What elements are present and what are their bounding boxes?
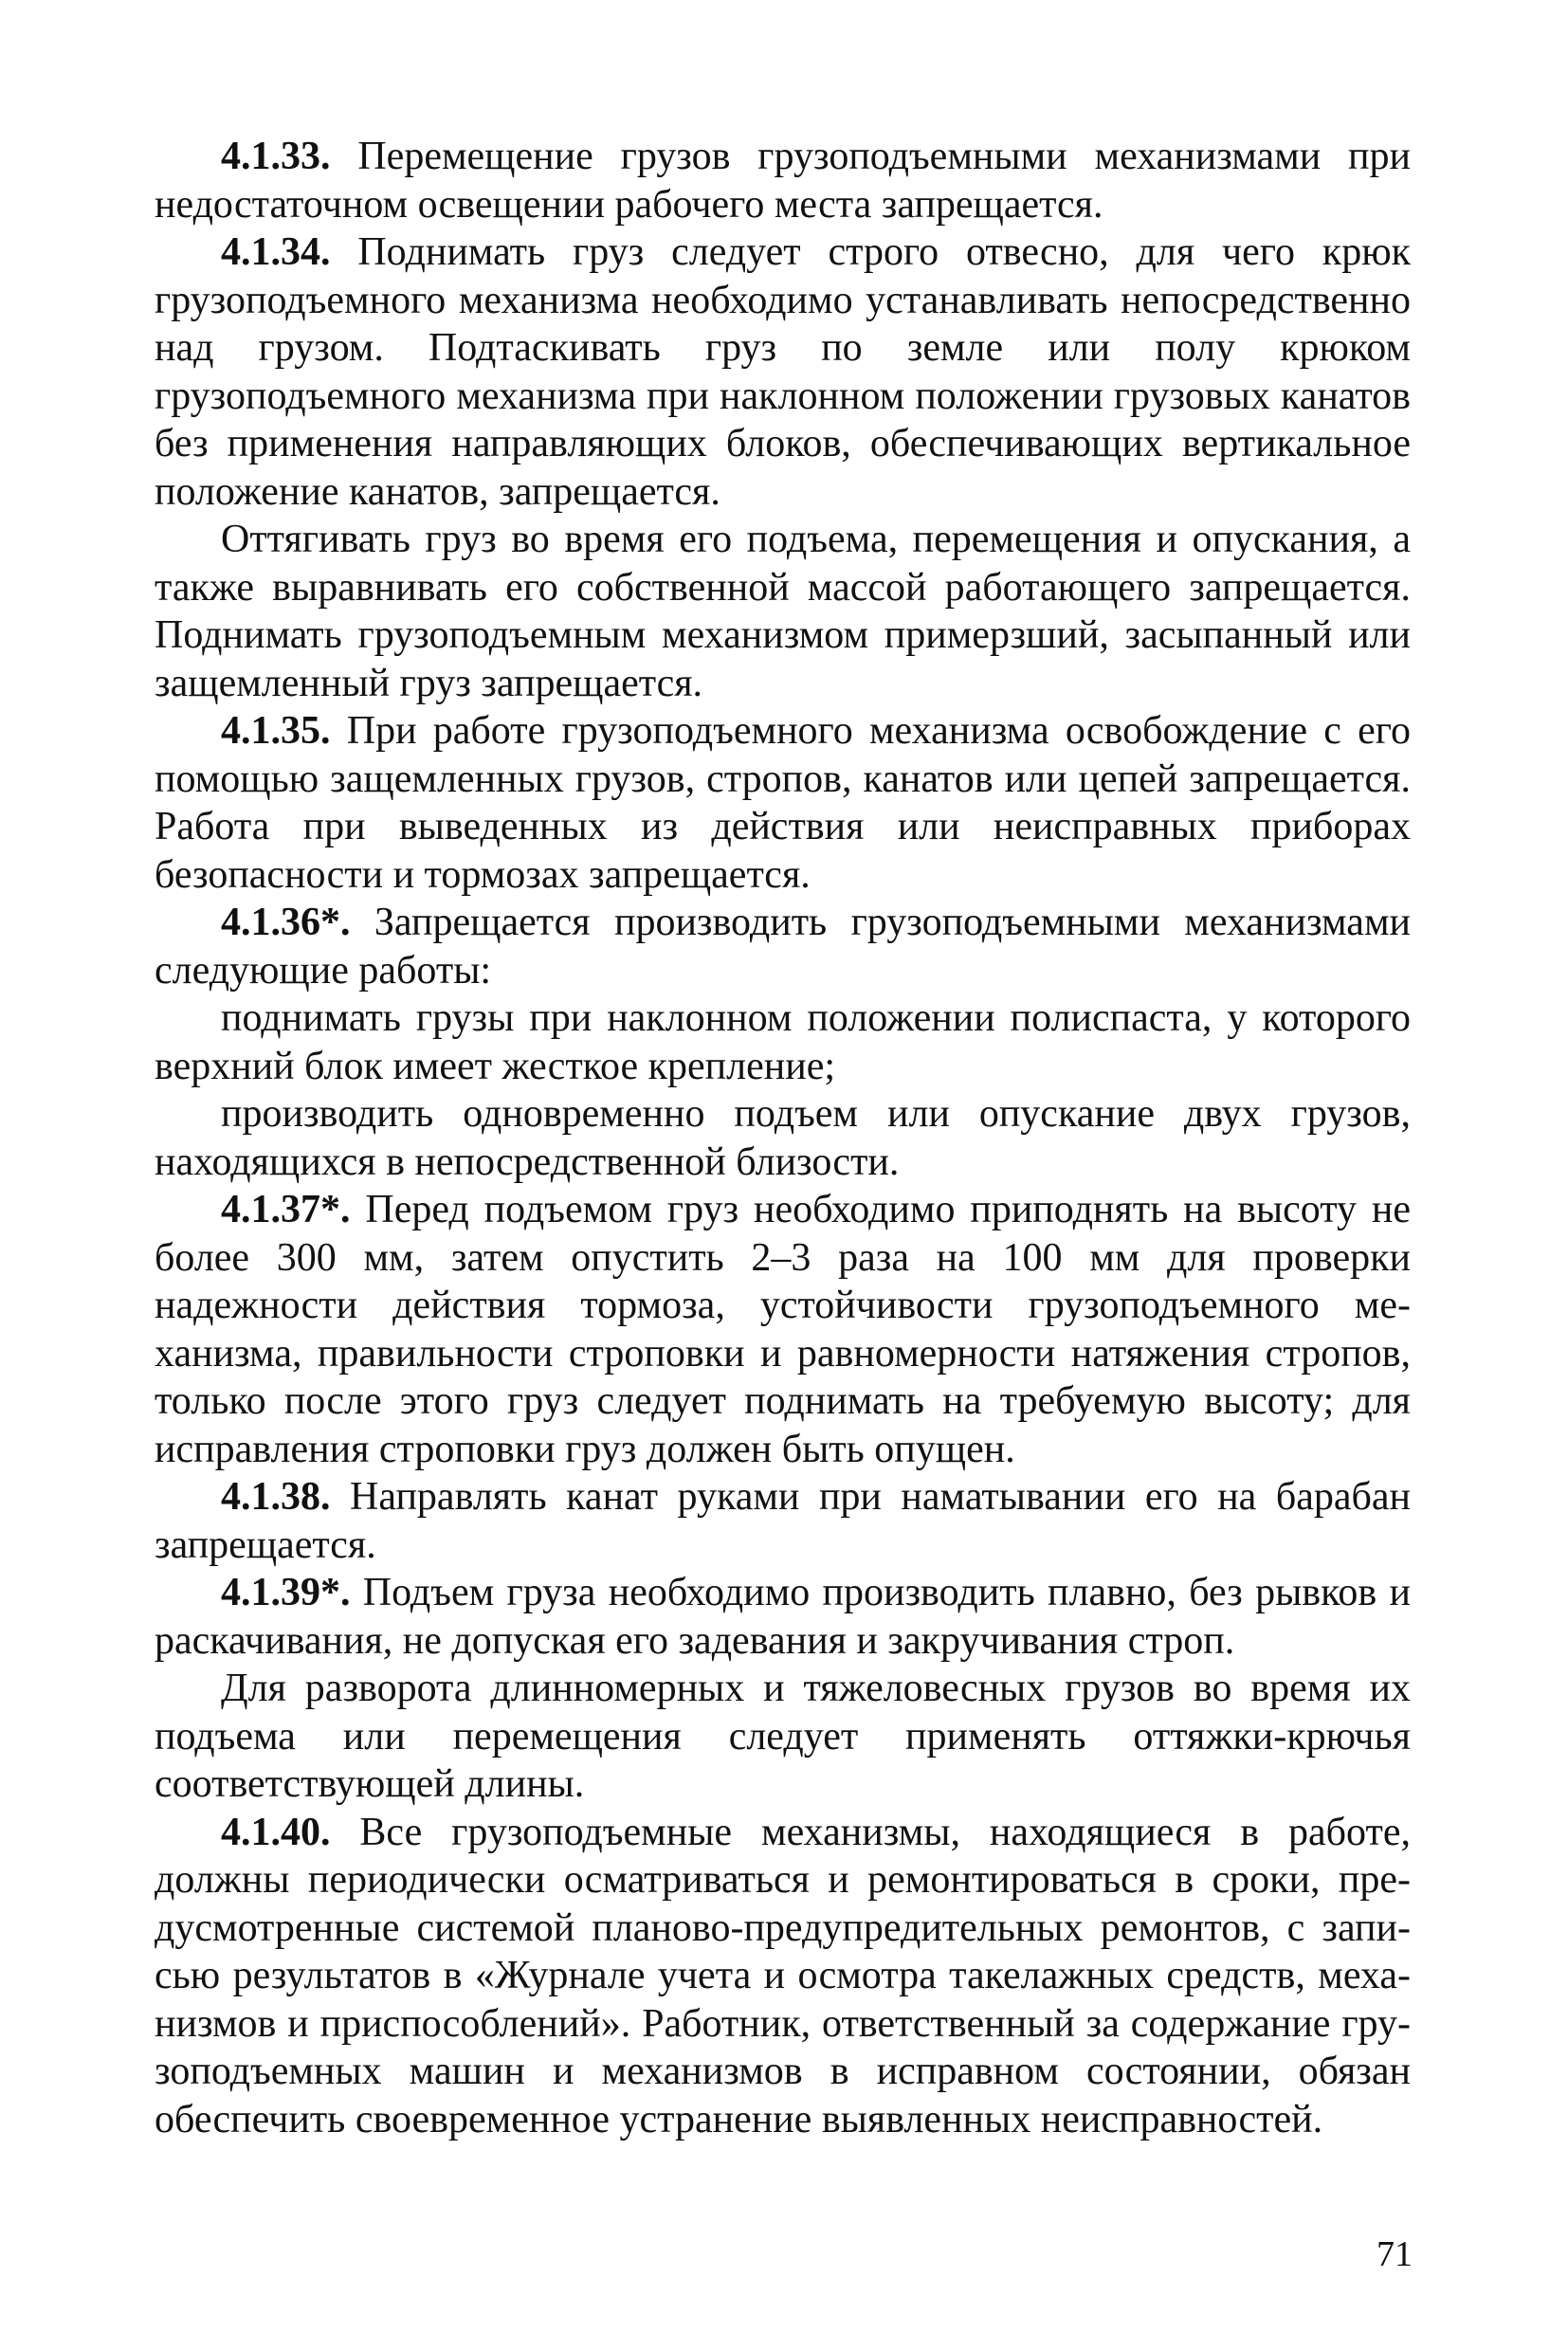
page-number: 71 xyxy=(1377,2234,1413,2274)
clause-number: 4.1.40. xyxy=(221,1810,331,1854)
clause-number: 4.1.39*. xyxy=(221,1571,351,1614)
clause-number: 4.1.36*. xyxy=(221,901,351,944)
paragraph-text: Запрещается производить грузоподъемными механизмами следующие работы: xyxy=(155,901,1411,993)
paragraph-4-1-38 xyxy=(155,1473,1411,1569)
clause-number: 4.1.38. xyxy=(221,1475,331,1519)
paragraph-text: Для разворота длинномерных и тяжеловесных грузов во время их подъема или перемещения следует применять оттяжки-крючья соответствующей длины. xyxy=(155,1667,1411,1806)
paragraph-text: Все грузоподъемные механизмы, находящиеся в работе, должны периодически осматриваться и ремонтироваться в сроки, предусмотренные системой планово-предупредительных ремонтов, с записью результатов в «Журнале учета и осмотра такелажных средств, механизмов и приспособлений». Работник, ответственный за содержание грузоподъемных машин и механизмов в исправном состоянии, обязан обеспечить своевременное устранение выявленных неисправностей. xyxy=(155,1810,1411,2141)
paragraph-4-1-39 xyxy=(155,1569,1411,1665)
paragraph-4-1-36-item-1 xyxy=(155,994,1411,1090)
clause-number: 4.1.37*. xyxy=(221,1188,351,1231)
paragraph-4-1-37 xyxy=(155,1186,1411,1473)
paragraph-4-1-35 xyxy=(155,707,1411,899)
paragraph-text: Поднимать груз следует строго отвесно, для чего крюк грузоподъемного механизма необходимо устанавливать непосредственно над грузом. Подтаскивать груз по земле или полу крюком грузоподъемного механизма при наклонном положении грузовых канатов без применения направляющих блоков, обеспечивающих вертикальное положение канатов, запрещается. xyxy=(155,230,1411,514)
page-body xyxy=(155,133,1411,2143)
paragraph-text: Направлять канат руками при наматывании его на барабан запрещается. xyxy=(155,1475,1411,1567)
paragraph-text: производить одновременно подъем или опускание двух грузов, находящихся в непосредственной близости. xyxy=(155,1092,1411,1184)
paragraph-4-1-39-continued xyxy=(155,1665,1411,1809)
clause-number: 4.1.35. xyxy=(221,709,331,753)
paragraph-text: Оттягивать груз во время его подъема, перемещения и опускания, а также выравнивать его собственной массой работающего запрещается. Поднимать грузоподъемным механизмом примерзший, засыпанный или защемленный груз запрещается. xyxy=(155,518,1411,705)
paragraph-4-1-40 xyxy=(155,1809,1411,2144)
paragraph-4-1-34-continued xyxy=(155,516,1411,707)
paragraph-4-1-33 xyxy=(155,133,1411,228)
paragraph-4-1-36 xyxy=(155,899,1411,994)
paragraph-text: Перед подъемом груз необходимо приподнять на высоту не более 300 мм, затем опустить 2–3 раза на 100 мм для проверки надежности действия тормоза, устойчивости грузоподъемного механизма, правильности строповки и равномерности натяжения стропов, только после этого груз следует поднимать на требуемую высоту; для исправления строповки груз должен быть опущен. xyxy=(155,1188,1411,1471)
paragraph-text: Перемещение грузов грузоподъемными механизмами при недостаточном освещении рабочего места запрещается. xyxy=(155,135,1411,227)
paragraph-text: поднимать грузы при наклонном положении полиспаста, у которого верхний блок имеет жесткое крепление; xyxy=(155,996,1411,1088)
clause-number: 4.1.34. xyxy=(221,230,331,274)
paragraph-text: Подъем груза необходимо производить плавно, без рывков и раскачивания, не допуская его задевания и закручивания строп. xyxy=(155,1571,1411,1663)
paragraph-text: При работе грузоподъемного механизма освобождение с его помощью защемленных грузов, стропов, канатов или цепей запрещается. Работа при выведенных из действия или неисправных приборах безопасности и тормозах запрещается. xyxy=(155,709,1411,897)
paragraph-4-1-36-item-2 xyxy=(155,1090,1411,1186)
clause-number: 4.1.33. xyxy=(221,135,331,178)
paragraph-4-1-34 xyxy=(155,228,1411,516)
